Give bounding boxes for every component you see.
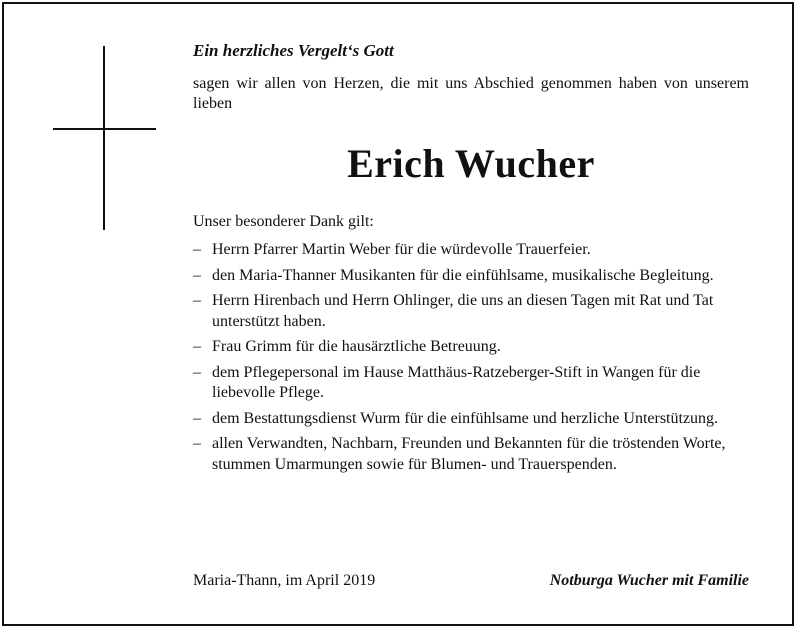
bullet-dash: –	[193, 338, 201, 355]
thanks-item-text: dem Pflegepersonal im Hause Matthäus-Ratzeberger-Stift in Wangen für die liebevolle Pflege.	[212, 363, 701, 401]
thanks-item-text: Herrn Hirenbach und Herrn Ohlinger, die uns an diesen Tagen mit Rat und Tat unterstützt haben.	[212, 292, 714, 330]
bullet-dash: –	[193, 292, 201, 309]
thanks-item	[193, 266, 749, 287]
thanks-item-text: den Maria-Thanner Musikanten für die einfühlsame, musikalische Begleitung.	[212, 266, 714, 284]
intro-text: sagen wir allen von Herzen, die mit uns Abschied genommen haben von unserem lieben	[193, 75, 749, 112]
family-signature: Notburga Wucher mit Familie	[549, 572, 749, 589]
thanks-item-text: dem Bestattungsdienst Wurm für die einfühlsame und herzliche Unterstützung.	[212, 409, 719, 427]
thanks-item	[193, 291, 749, 332]
deceased-name: Erich Wucher	[347, 141, 595, 186]
thanks-item	[193, 409, 749, 430]
thanks-title: Unser besonderer Dank gilt:	[193, 213, 374, 230]
bullet-dash: –	[193, 241, 201, 258]
notice-heading: Ein herzliches Vergelt‘s Gott	[193, 41, 394, 60]
bullet-dash: –	[193, 363, 201, 381]
thanks-item-text: allen Verwandten, Nachbarn, Freunden und Bekannten für die tröstenden Worte, stummen Umarmungen sowie für Blumen- und Trauerspenden.	[212, 435, 726, 473]
place-date: Maria-Thann, im April 2019	[193, 572, 376, 589]
notice-content	[193, 40, 749, 480]
thanks-item	[193, 240, 749, 261]
bullet-dash: –	[193, 409, 201, 427]
thanks-item-text: Herrn Pfarrer Martin Weber für die würdevolle Trauerfeier.	[212, 241, 591, 258]
thanks-item	[193, 434, 749, 475]
bullet-dash: –	[193, 435, 201, 452]
thanks-item-text: Frau Grimm für die hausärztliche Betreuung.	[212, 338, 501, 355]
cross-horizontal-bar	[53, 128, 156, 130]
bullet-dash: –	[193, 266, 201, 284]
thanks-list	[193, 240, 749, 475]
cross-vertical-bar	[103, 46, 105, 230]
thanks-item	[193, 363, 749, 404]
thanks-item	[193, 337, 749, 358]
